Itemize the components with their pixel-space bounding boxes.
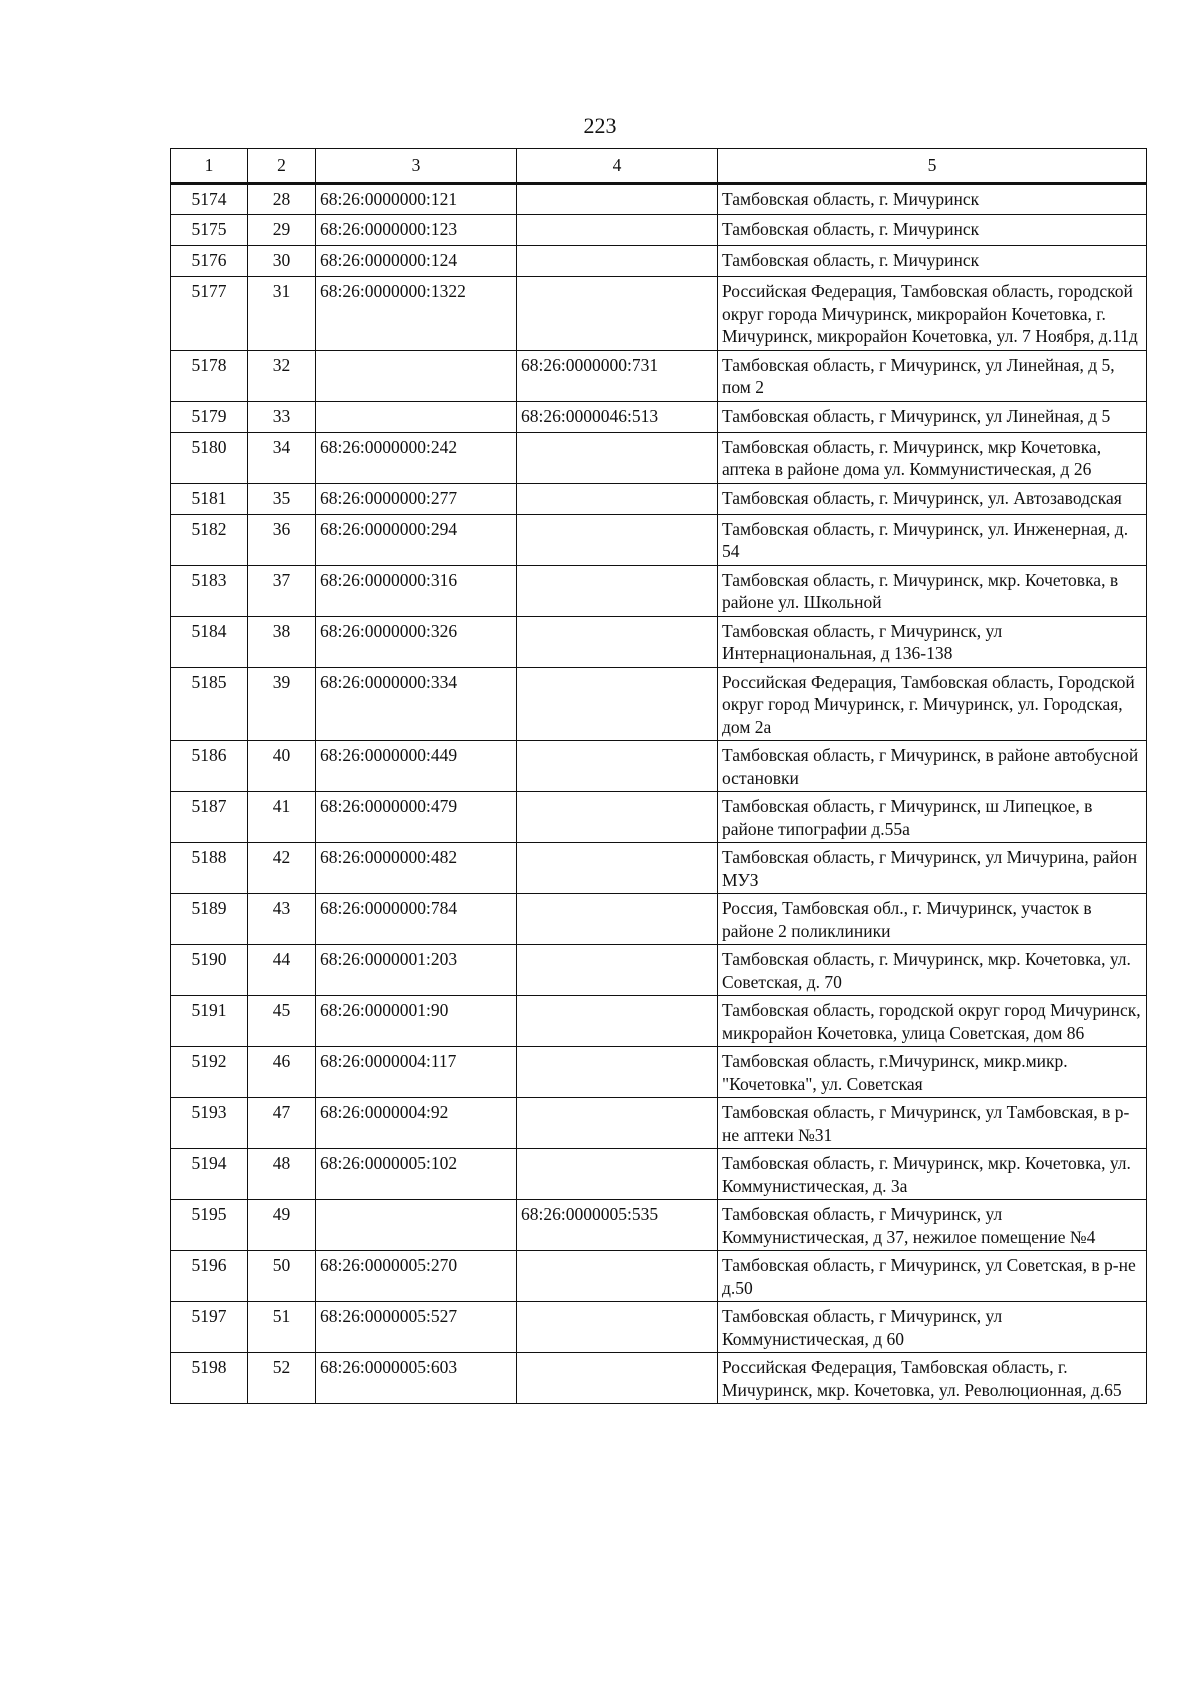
cell-sub-number: 37 xyxy=(248,565,316,616)
table-row xyxy=(171,246,1147,277)
cell-address: Тамбовская область, г Мичуринск, ул Советская, в р-не д.50 xyxy=(718,1251,1147,1302)
column-header-2: 2 xyxy=(248,149,316,184)
cell-cadastral-number: 68:26:0000000:121 xyxy=(316,184,517,215)
cell-sub-number: 38 xyxy=(248,616,316,667)
cell-sub-number: 46 xyxy=(248,1047,316,1098)
cell-cadastral-number-2 xyxy=(517,1098,718,1149)
cell-address: Тамбовская область, г. Мичуринск, мкр Кочетовка, аптека в районе дома ул. Коммунистическая, д 26 xyxy=(718,432,1147,483)
cell-number: 5189 xyxy=(171,894,248,945)
cell-cadastral-number-2 xyxy=(517,1149,718,1200)
cell-cadastral-number-2 xyxy=(517,843,718,894)
cell-address: Тамбовская область, г. Мичуринск xyxy=(718,215,1147,246)
cell-cadastral-number-2 xyxy=(517,1251,718,1302)
cell-cadastral-number-2 xyxy=(517,1047,718,1098)
cell-address: Тамбовская область, г Мичуринск, ул Мичурина, район МУЗ xyxy=(718,843,1147,894)
cell-number: 5186 xyxy=(171,741,248,792)
cell-cadastral-number-2 xyxy=(517,277,718,351)
cell-sub-number: 28 xyxy=(248,184,316,215)
cell-sub-number: 43 xyxy=(248,894,316,945)
cell-number: 5174 xyxy=(171,184,248,215)
cell-address: Тамбовская область, г Мичуринск, ул Коммунистическая, д 60 xyxy=(718,1302,1147,1353)
cell-address: Россия, Тамбовская обл., г. Мичуринск, участок в районе 2 поликлиники xyxy=(718,894,1147,945)
cell-sub-number: 32 xyxy=(248,350,316,401)
cell-sub-number: 51 xyxy=(248,1302,316,1353)
cell-number: 5193 xyxy=(171,1098,248,1149)
table-row xyxy=(171,996,1147,1047)
table-row xyxy=(171,667,1147,741)
cell-address: Тамбовская область, г Мичуринск, ул Интернациональная, д 136-138 xyxy=(718,616,1147,667)
cell-cadastral-number: 68:26:0000000:242 xyxy=(316,432,517,483)
cell-cadastral-number xyxy=(316,1200,517,1251)
cell-address: Тамбовская область, г. Мичуринск, ул. Инженерная, д. 54 xyxy=(718,514,1147,565)
cell-address: Тамбовская область, городской округ город Мичуринск, микрорайон Кочетовка, улица Советская, дом 86 xyxy=(718,996,1147,1047)
page-number: 223 xyxy=(583,113,617,138)
cell-cadastral-number: 68:26:0000005:270 xyxy=(316,1251,517,1302)
cell-number: 5175 xyxy=(171,215,248,246)
cell-cadastral-number-2 xyxy=(517,432,718,483)
cell-cadastral-number: 68:26:0000000:326 xyxy=(316,616,517,667)
table-row xyxy=(171,1149,1147,1200)
cell-cadastral-number-2 xyxy=(517,945,718,996)
cell-number: 5195 xyxy=(171,1200,248,1251)
cell-number: 5188 xyxy=(171,843,248,894)
cell-address: Тамбовская область, г Мичуринск, в районе автобусной остановки xyxy=(718,741,1147,792)
table-row xyxy=(171,514,1147,565)
cell-address: Тамбовская область, г Мичуринск, ш Липецкое, в районе типографии д.55а xyxy=(718,792,1147,843)
cell-number: 5179 xyxy=(171,401,248,432)
table-row xyxy=(171,277,1147,351)
cell-cadastral-number-2 xyxy=(517,514,718,565)
cell-number: 5177 xyxy=(171,277,248,351)
table-row xyxy=(171,1200,1147,1251)
table-header xyxy=(171,149,1147,184)
cell-cadastral-number: 68:26:0000001:203 xyxy=(316,945,517,996)
table-row xyxy=(171,945,1147,996)
table-row xyxy=(171,1353,1147,1404)
cell-cadastral-number-2: 68:26:0000000:731 xyxy=(517,350,718,401)
cell-cadastral-number: 68:26:0000000:449 xyxy=(316,741,517,792)
table-row xyxy=(171,616,1147,667)
cell-cadastral-number xyxy=(316,401,517,432)
cell-cadastral-number: 68:26:0000005:527 xyxy=(316,1302,517,1353)
column-header-5: 5 xyxy=(718,149,1147,184)
cell-sub-number: 33 xyxy=(248,401,316,432)
registry-table xyxy=(170,148,1147,1404)
table-row xyxy=(171,483,1147,514)
cell-address: Тамбовская область, г Мичуринск, ул Тамбовская, в р-не аптеки №31 xyxy=(718,1098,1147,1149)
table-row xyxy=(171,894,1147,945)
cell-cadastral-number-2 xyxy=(517,184,718,215)
cell-cadastral-number: 68:26:0000000:277 xyxy=(316,483,517,514)
column-header-3: 3 xyxy=(316,149,517,184)
cell-address: Российская Федерация, Тамбовская область, г. Мичуринск, мкр. Кочетовка, ул. Революционная, д.65 xyxy=(718,1353,1147,1404)
cell-cadastral-number: 68:26:0000000:1322 xyxy=(316,277,517,351)
cell-cadastral-number-2 xyxy=(517,741,718,792)
table-row xyxy=(171,1047,1147,1098)
cell-sub-number: 31 xyxy=(248,277,316,351)
cell-number: 5197 xyxy=(171,1302,248,1353)
cell-address: Тамбовская область, г Мичуринск, ул Коммунистическая, д 37, нежилое помещение №4 xyxy=(718,1200,1147,1251)
table-row xyxy=(171,741,1147,792)
cell-sub-number: 42 xyxy=(248,843,316,894)
cell-sub-number: 49 xyxy=(248,1200,316,1251)
cell-cadastral-number: 68:26:0000004:117 xyxy=(316,1047,517,1098)
cell-cadastral-number: 68:26:0000000:294 xyxy=(316,514,517,565)
cell-cadastral-number: 68:26:0000000:479 xyxy=(316,792,517,843)
table-row xyxy=(171,401,1147,432)
cell-sub-number: 47 xyxy=(248,1098,316,1149)
cell-number: 5196 xyxy=(171,1251,248,1302)
cell-sub-number: 40 xyxy=(248,741,316,792)
cell-cadastral-number: 68:26:0000005:603 xyxy=(316,1353,517,1404)
cell-sub-number: 50 xyxy=(248,1251,316,1302)
cell-address: Тамбовская область, г Мичуринск, ул Линейная, д 5, пом 2 xyxy=(718,350,1147,401)
cell-sub-number: 35 xyxy=(248,483,316,514)
table-row xyxy=(171,215,1147,246)
cell-sub-number: 36 xyxy=(248,514,316,565)
cell-address: Тамбовская область, г Мичуринск, ул Линейная, д 5 xyxy=(718,401,1147,432)
cell-number: 5176 xyxy=(171,246,248,277)
cell-cadastral-number-2: 68:26:0000046:513 xyxy=(517,401,718,432)
cell-address: Тамбовская область, г. Мичуринск, мкр. Кочетовка, ул. Советская, д. 70 xyxy=(718,945,1147,996)
table-row xyxy=(171,1098,1147,1149)
table-row xyxy=(171,432,1147,483)
cell-cadastral-number: 68:26:0000000:334 xyxy=(316,667,517,741)
cell-cadastral-number: 68:26:0000000:123 xyxy=(316,215,517,246)
table-row xyxy=(171,792,1147,843)
cell-cadastral-number: 68:26:0000000:124 xyxy=(316,246,517,277)
cell-sub-number: 52 xyxy=(248,1353,316,1404)
header-row xyxy=(171,149,1147,184)
cell-number: 5194 xyxy=(171,1149,248,1200)
cell-number: 5185 xyxy=(171,667,248,741)
cell-cadastral-number-2 xyxy=(517,667,718,741)
table-row xyxy=(171,1302,1147,1353)
cell-number: 5180 xyxy=(171,432,248,483)
cell-number: 5182 xyxy=(171,514,248,565)
cell-cadastral-number-2 xyxy=(517,792,718,843)
cell-sub-number: 45 xyxy=(248,996,316,1047)
cell-number: 5190 xyxy=(171,945,248,996)
table-row xyxy=(171,565,1147,616)
cell-sub-number: 48 xyxy=(248,1149,316,1200)
cell-sub-number: 41 xyxy=(248,792,316,843)
cell-cadastral-number-2 xyxy=(517,996,718,1047)
table-row xyxy=(171,184,1147,215)
cell-cadastral-number-2 xyxy=(517,894,718,945)
cell-address: Российская Федерация, Тамбовская область, Городской округ город Мичуринск, г. Мичуринск, ул. Городская, дом 2а xyxy=(718,667,1147,741)
cell-cadastral-number: 68:26:0000005:102 xyxy=(316,1149,517,1200)
cell-address: Российская Федерация, Тамбовская область, городской округ города Мичуринск, микрорайон Кочетовка, г. Мичуринск, микрорайон Кочетовка, ул. 7 Ноября, д.11д xyxy=(718,277,1147,351)
cell-address: Тамбовская область, г. Мичуринск, мкр. Кочетовка, ул. Коммунистическая, д. 3а xyxy=(718,1149,1147,1200)
cell-address: Тамбовская область, г. Мичуринск xyxy=(718,184,1147,215)
cell-number: 5191 xyxy=(171,996,248,1047)
cell-number: 5198 xyxy=(171,1353,248,1404)
cell-number: 5181 xyxy=(171,483,248,514)
cell-sub-number: 44 xyxy=(248,945,316,996)
cell-cadastral-number: 68:26:0000000:482 xyxy=(316,843,517,894)
cell-number: 5183 xyxy=(171,565,248,616)
cell-sub-number: 30 xyxy=(248,246,316,277)
cell-cadastral-number xyxy=(316,350,517,401)
table-body xyxy=(171,184,1147,1404)
cell-address: Тамбовская область, г. Мичуринск, ул. Автозаводская xyxy=(718,483,1147,514)
cell-cadastral-number-2 xyxy=(517,483,718,514)
cell-cadastral-number-2 xyxy=(517,246,718,277)
cell-cadastral-number-2: 68:26:0000005:535 xyxy=(517,1200,718,1251)
table-row xyxy=(171,843,1147,894)
cell-address: Тамбовская область, г.Мичуринск, микр.микр. "Кочетовка", ул. Советская xyxy=(718,1047,1147,1098)
cell-cadastral-number-2 xyxy=(517,1353,718,1404)
cell-cadastral-number-2 xyxy=(517,616,718,667)
cell-sub-number: 39 xyxy=(248,667,316,741)
column-header-1: 1 xyxy=(171,149,248,184)
cell-cadastral-number-2 xyxy=(517,215,718,246)
cell-address: Тамбовская область, г. Мичуринск, мкр. Кочетовка, в районе ул. Школьной xyxy=(718,565,1147,616)
cell-number: 5178 xyxy=(171,350,248,401)
cell-number: 5192 xyxy=(171,1047,248,1098)
cell-cadastral-number-2 xyxy=(517,565,718,616)
cell-address: Тамбовская область, г. Мичуринск xyxy=(718,246,1147,277)
table-row xyxy=(171,1251,1147,1302)
cell-sub-number: 29 xyxy=(248,215,316,246)
cell-cadastral-number-2 xyxy=(517,1302,718,1353)
cell-cadastral-number: 68:26:0000001:90 xyxy=(316,996,517,1047)
cell-cadastral-number: 68:26:0000000:316 xyxy=(316,565,517,616)
cell-sub-number: 34 xyxy=(248,432,316,483)
column-header-4: 4 xyxy=(517,149,718,184)
cell-cadastral-number: 68:26:0000000:784 xyxy=(316,894,517,945)
cell-cadastral-number: 68:26:0000004:92 xyxy=(316,1098,517,1149)
cell-number: 5184 xyxy=(171,616,248,667)
cell-number: 5187 xyxy=(171,792,248,843)
table-row xyxy=(171,350,1147,401)
